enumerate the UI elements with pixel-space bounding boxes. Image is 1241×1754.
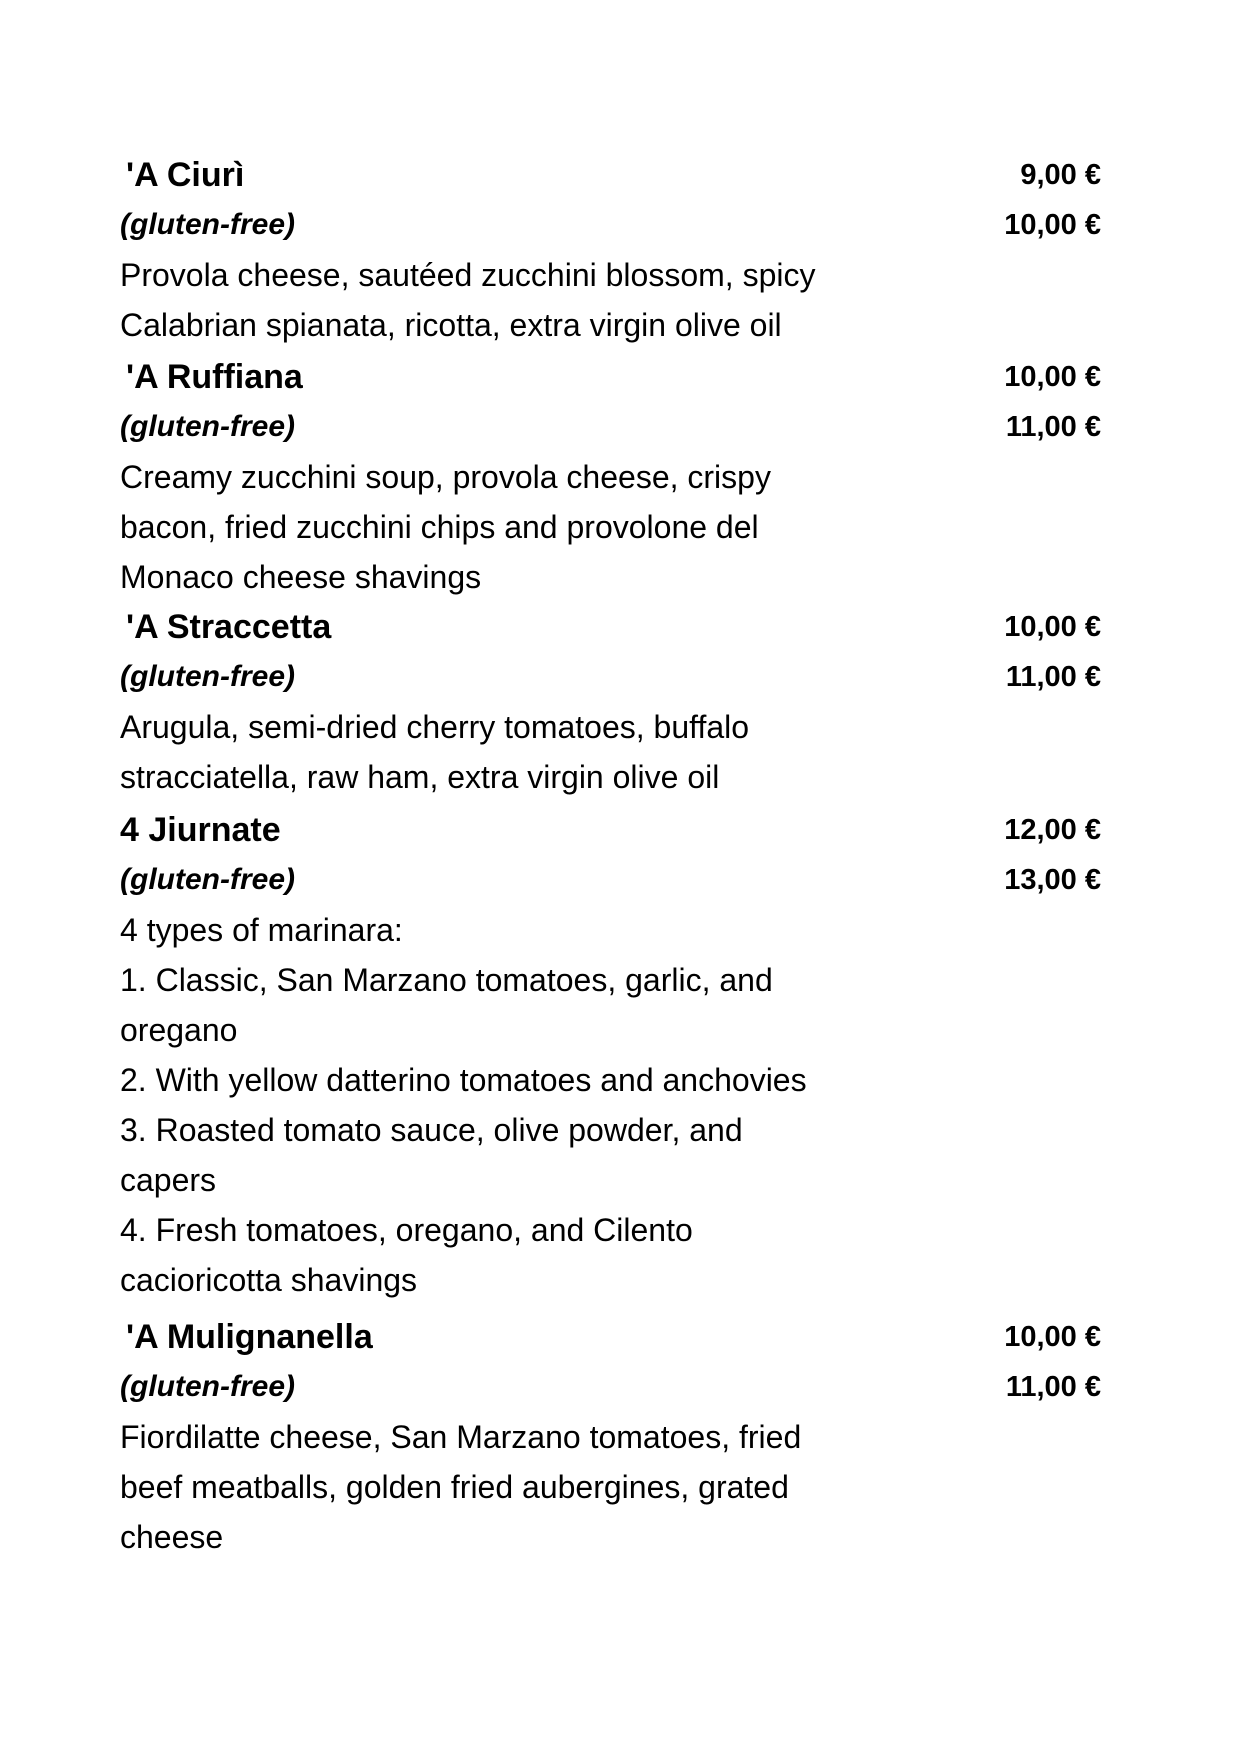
gluten-free-label: (gluten-free) <box>120 208 295 241</box>
item-description-line: cacioricotta shavings <box>120 1262 418 1298</box>
gluten-free-price: 13,00 € <box>1004 864 1101 896</box>
item-header-row <box>0 1312 1241 1362</box>
item-description-line: bacon, fried zucchini chips and provolone del <box>120 509 759 545</box>
gluten-free-row <box>0 200 1241 250</box>
gluten-free-label: (gluten-free) <box>120 1370 295 1403</box>
menu-item <box>0 805 1241 1305</box>
item-name: 'A Straccetta <box>126 608 332 646</box>
item-description-line: oregano <box>120 1012 238 1048</box>
item-description-line: Fiordilatte cheese, San Marzano tomatoes, fried <box>120 1419 802 1455</box>
gluten-free-price: 11,00 € <box>1005 661 1101 693</box>
gluten-free-label: (gluten-free) <box>120 410 295 443</box>
gluten-free-price: 11,00 € <box>1005 411 1101 443</box>
item-header-row <box>0 805 1241 855</box>
item-description-line: 4. Fresh tomatoes, oregano, and Cilento <box>120 1212 693 1248</box>
menu-item <box>0 150 1241 350</box>
item-description-line: 2. With yellow datterino tomatoes and anchovies <box>120 1062 807 1098</box>
item-description-line: beef meatballs, golden fried aubergines, grated <box>120 1469 789 1505</box>
item-name: 'A Ruffiana <box>126 358 303 396</box>
item-header-row <box>0 602 1241 652</box>
gluten-free-row <box>0 652 1241 702</box>
item-name: 'A Ciurì <box>126 156 245 194</box>
item-price: 9,00 € <box>1020 159 1101 191</box>
item-description-line: stracciatella, raw ham, extra virgin olive oil <box>120 759 720 795</box>
gluten-free-price: 10,00 € <box>1004 209 1101 241</box>
item-header-row <box>0 352 1241 402</box>
item-price: 10,00 € <box>1004 611 1101 643</box>
gluten-free-row <box>0 402 1241 452</box>
item-description-line: Monaco cheese shavings <box>120 559 482 595</box>
menu-item <box>0 352 1241 602</box>
menu-item <box>0 1312 1241 1562</box>
gluten-free-label: (gluten-free) <box>120 863 295 896</box>
gluten-free-row <box>0 1362 1241 1412</box>
item-description-line: 3. Roasted tomato sauce, olive powder, and <box>120 1112 743 1148</box>
item-price: 10,00 € <box>1004 1321 1101 1353</box>
gluten-free-label: (gluten-free) <box>120 660 295 693</box>
item-description-line: Arugula, semi-dried cherry tomatoes, buffalo <box>120 709 750 745</box>
item-description-line: capers <box>120 1162 217 1198</box>
item-name: 'A Mulignanella <box>126 1318 373 1356</box>
gluten-free-row <box>0 855 1241 905</box>
item-description-line: 1. Classic, San Marzano tomatoes, garlic, and <box>120 962 773 998</box>
item-description-line: 4 types of marinara: <box>120 912 403 948</box>
item-description-line: Calabrian spianata, ricotta, extra virgin olive oil <box>120 307 782 343</box>
menu-item <box>0 602 1241 802</box>
item-description-line: Provola cheese, sautéed zucchini blossom, spicy <box>120 257 816 293</box>
gluten-free-price: 11,00 € <box>1005 1371 1101 1403</box>
item-header-row <box>0 150 1241 200</box>
item-description-line: Creamy zucchini soup, provola cheese, crispy <box>120 459 771 495</box>
item-price: 10,00 € <box>1004 361 1101 393</box>
item-price: 12,00 € <box>1004 814 1101 846</box>
item-description-line: cheese <box>120 1519 224 1555</box>
item-name: 4 Jiurnate <box>120 811 281 849</box>
